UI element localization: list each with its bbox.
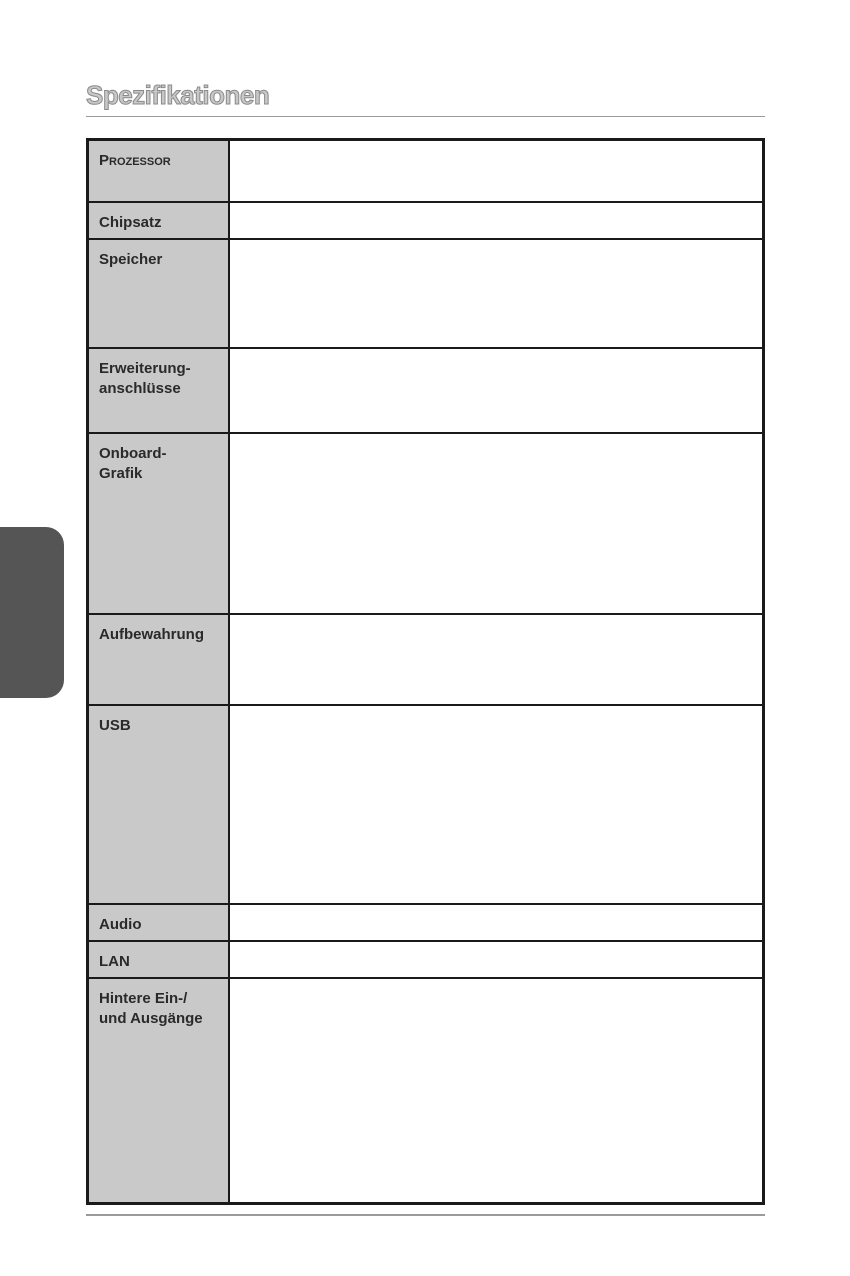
spec-label-line: LAN	[99, 953, 130, 970]
spec-label	[89, 615, 230, 704]
spec-value	[230, 905, 762, 940]
spec-row-lan	[89, 942, 762, 979]
spec-row-erweiterungsanschluesse	[89, 349, 762, 434]
spec-label	[89, 905, 230, 940]
spec-label-line: Audio	[99, 916, 142, 933]
spec-value	[230, 979, 762, 1202]
chapter-side-tab	[0, 527, 64, 698]
spec-value	[230, 141, 762, 201]
spec-value	[230, 615, 762, 704]
spec-label-line: Erweiterung-	[99, 360, 191, 377]
spec-label	[89, 706, 230, 903]
page-title: Spezifikationen	[86, 80, 270, 110]
spec-row-onboard-grafik	[89, 434, 762, 615]
spec-label	[89, 141, 230, 201]
footer-divider	[86, 1214, 765, 1216]
spec-label-line: Prozessor	[99, 152, 171, 169]
spec-value	[230, 942, 762, 977]
spec-label	[89, 942, 230, 977]
spec-label-line: und Ausgänge	[99, 1010, 203, 1027]
spec-label-line: Speicher	[99, 251, 163, 268]
spec-label	[89, 349, 230, 432]
spec-value	[230, 434, 762, 613]
spec-label-line: Aufbewahrung	[99, 626, 204, 643]
spec-label-line: Onboard-	[99, 445, 167, 462]
spec-row-speicher	[89, 240, 762, 349]
specification-table	[86, 138, 765, 1205]
spec-label	[89, 434, 230, 613]
spec-label	[89, 979, 230, 1202]
spec-label-line: Hintere Ein-/	[99, 990, 188, 1007]
spec-value	[230, 203, 762, 238]
spec-label-line: Chipsatz	[99, 214, 162, 231]
spec-row-usb	[89, 706, 762, 905]
spec-label	[89, 240, 230, 347]
spec-row-audio	[89, 905, 762, 942]
title-divider	[86, 116, 765, 117]
spec-label-line: USB	[99, 717, 131, 734]
spec-label-line: anschlüsse	[99, 380, 181, 397]
spec-value	[230, 349, 762, 432]
spec-row-chipsatz	[89, 203, 762, 240]
spec-row-hintere-ein-ausgaenge	[89, 979, 762, 1202]
spec-row-prozessor	[89, 141, 762, 203]
spec-value	[230, 240, 762, 347]
spec-label	[89, 203, 230, 238]
spec-label-line: Grafik	[99, 465, 143, 482]
spec-row-aufbewahrung	[89, 615, 762, 706]
spec-value	[230, 706, 762, 903]
